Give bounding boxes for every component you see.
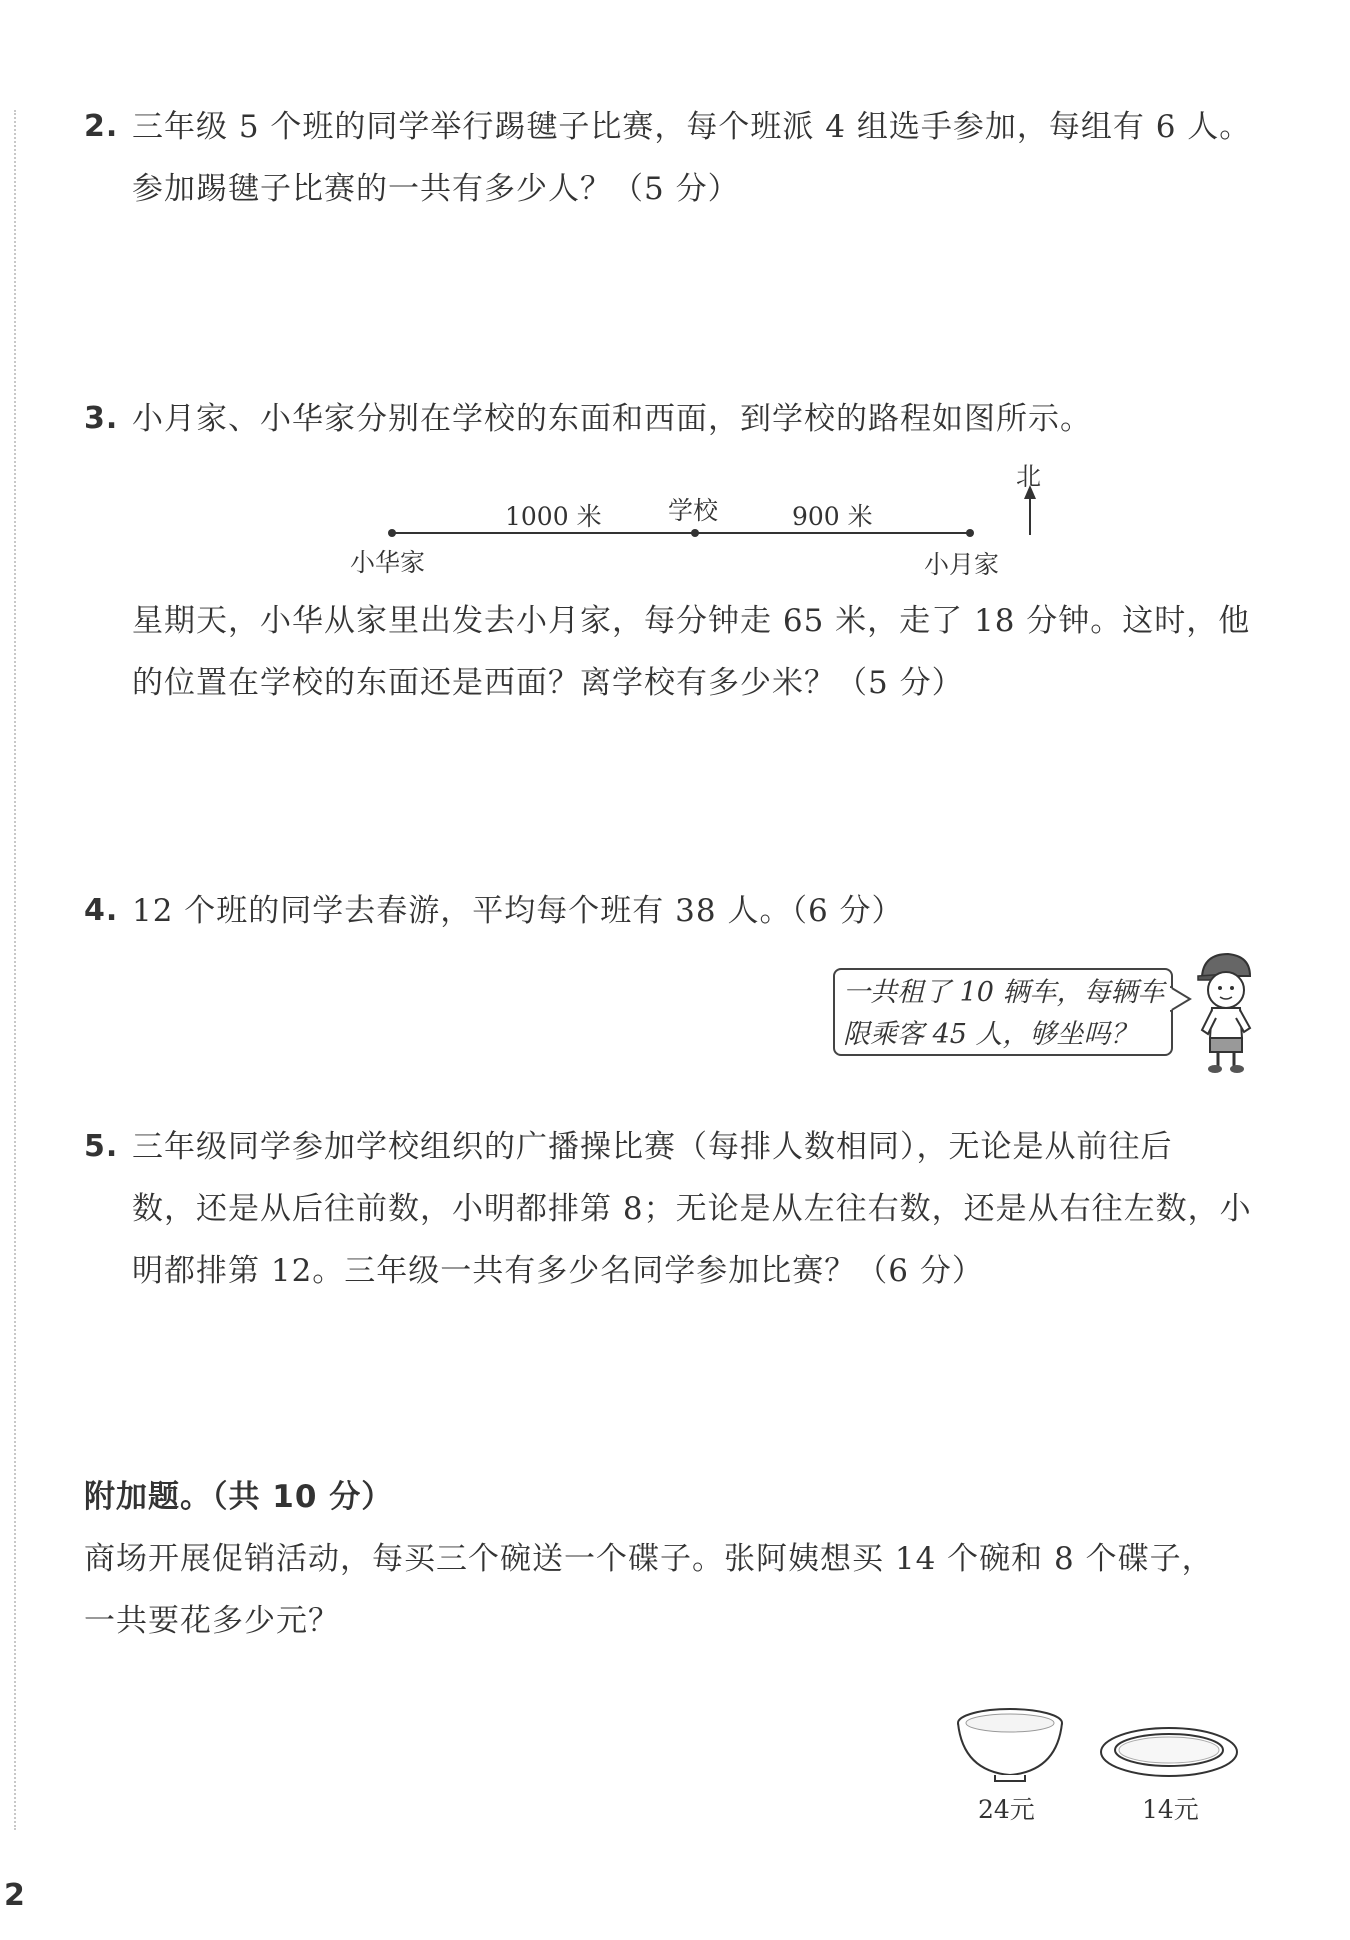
extra-heading: 附加题。（共 10 分） <box>84 1479 394 1515</box>
question-text: 三年级 5 个班的同学举行踢毽子比赛，每个班派 4 组选手参加，每组有 6 人。 <box>132 109 1252 145</box>
plate-icon <box>1098 1724 1240 1780</box>
extra-text: 商场开展促销活动，每买三个碗送一个碟子。张阿姨想买 14 个碗和 8 个碟子， <box>84 1541 1214 1577</box>
speech-bubble <box>833 968 1173 1056</box>
boy-illustration-icon <box>1188 950 1260 1075</box>
question-number: 4. <box>84 893 119 928</box>
extra-text: 一共要花多少元？ <box>84 1603 340 1639</box>
speech-text: 一共租了 10 辆车，每辆车 <box>843 977 1165 1008</box>
question-5 <box>84 1116 1252 1302</box>
question-text: 12 个班的同学去春游，平均每个班有 38 人。（6 分） <box>132 893 904 929</box>
question-number: 5. <box>84 1129 119 1164</box>
question-text: 数，还是从后往前数，小明都排第 8；无论是从左往右数，还是从右往左数，小 <box>132 1191 1252 1227</box>
speech-text: 限乘客 45 人，够坐吗？ <box>843 1019 1138 1050</box>
question-4 <box>84 880 904 942</box>
question-3 <box>84 388 1092 450</box>
west-home-label: 小华家 <box>350 548 426 577</box>
school-label: 学校 <box>668 496 719 525</box>
binding-margin <box>14 110 16 1830</box>
west-distance-label: 1000 米 <box>505 502 602 531</box>
plate-price: 14元 <box>1142 1795 1199 1824</box>
page-number: 2 <box>4 1878 25 1913</box>
extra-question <box>84 1466 1214 1652</box>
question-number: 2. <box>84 109 119 144</box>
question-2 <box>84 96 1251 220</box>
east-distance-label: 900 米 <box>792 502 873 531</box>
question-text: 三年级同学参加学校组织的广播操比赛（每排人数相同），无论是从前往后 <box>132 1129 1173 1165</box>
question-text: 小月家、小华家分别在学校的东面和西面，到学校的路程如图所示。 <box>132 401 1092 437</box>
question-text: 的位置在学校的东面还是西面？离学校有多少米？（5 分） <box>132 665 964 701</box>
east-home-label: 小月家 <box>924 550 1000 579</box>
bowl-icon <box>955 1705 1065 1785</box>
question-text: 明都排第 12。三年级一共有多少名同学参加比赛？（6 分） <box>132 1253 984 1289</box>
north-label: 北 <box>1016 462 1042 491</box>
question-text: 星期天，小华从家里出发去小月家，每分钟走 65 米，走了 18 分钟。这时，他 <box>132 603 1251 639</box>
route-diagram <box>330 455 1070 585</box>
question-text: 参加踢毽子比赛的一共有多少人？（5 分） <box>132 171 740 207</box>
bowl-price: 24元 <box>978 1795 1035 1824</box>
question-3-continued <box>84 590 1250 714</box>
question-number: 3. <box>84 401 119 436</box>
